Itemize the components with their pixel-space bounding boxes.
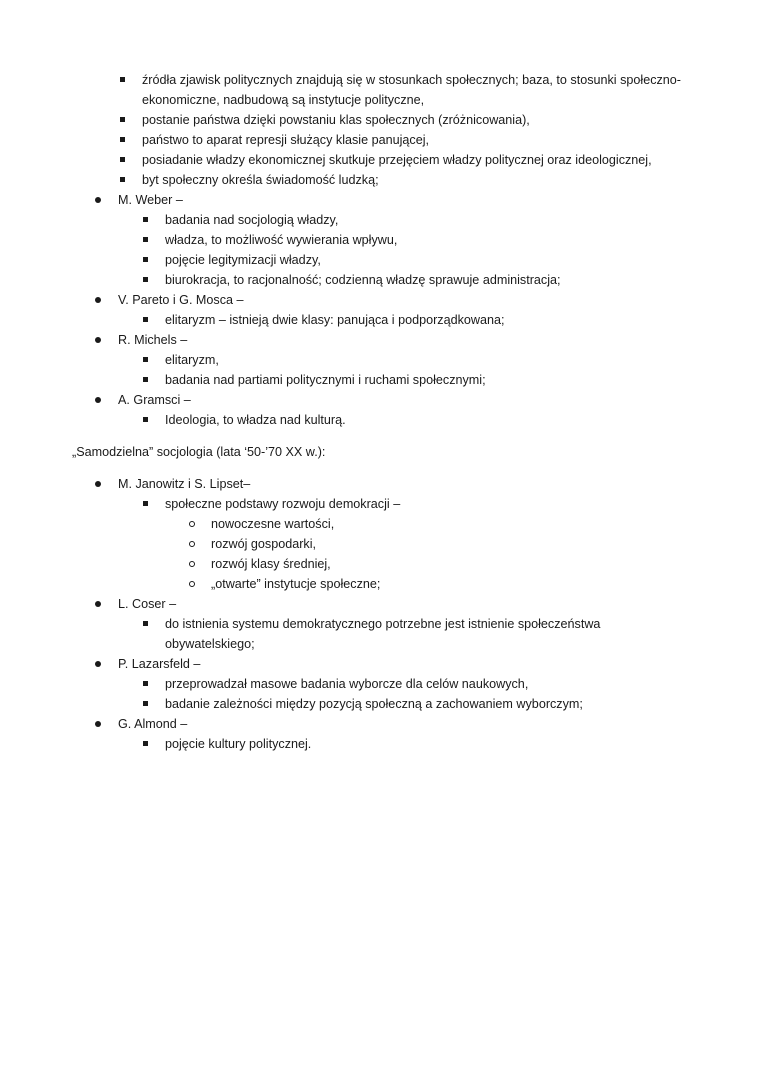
square-bullet-icon: [143, 501, 148, 506]
square-bullet-icon: [143, 257, 148, 262]
square-bullet-icon: [143, 377, 148, 382]
square-bullet-icon: [120, 77, 125, 82]
square-bullet-icon: [143, 277, 148, 282]
list-item: źródła zjawisk politycznych znajdują się w stosunkach społecznych; baza, to stosunki społeczno-: [142, 73, 681, 87]
list-item: badanie zależności między pozycją społeczną a zachowaniem wyborczym;: [165, 697, 583, 711]
list-item-continuation: obywatelskiego;: [165, 637, 255, 651]
round-bullet-icon: [95, 661, 101, 667]
list-item: pojęcie kultury politycznej.: [165, 737, 312, 751]
author-name: M. Weber –: [118, 193, 183, 207]
list-item: elitaryzm – istnieją dwie klasy: panująca i podporządkowana;: [165, 313, 505, 327]
round-bullet-icon: [95, 721, 101, 727]
list-item: społeczne podstawy rozwoju demokracji –: [165, 497, 401, 511]
sub-list-item: nowoczesne wartości,: [211, 517, 335, 531]
square-bullet-icon: [120, 137, 125, 142]
list-item: przeprowadzał masowe badania wyborcze dla celów naukowych,: [165, 677, 529, 691]
round-bullet-icon: [95, 397, 101, 403]
sub-list-item: rozwój klasy średniej,: [211, 557, 331, 571]
hollow-bullet-icon: [189, 561, 195, 567]
square-bullet-icon: [143, 237, 148, 242]
list-item: posiadanie władzy ekonomicznej skutkuje przejęciem władzy politycznej oraz ideologicznej,: [142, 153, 652, 167]
square-bullet-icon: [120, 177, 125, 182]
list-item: do istnienia systemu demokratycznego potrzebne jest istnienie społeczeństwa: [165, 617, 601, 631]
author-name: G. Almond –: [118, 717, 188, 731]
section-heading: „Samodzielna” socjologia (lata ‘50-’70 XX w.):: [72, 445, 326, 459]
list-item-continuation: ekonomiczne, nadbudową są instytucje polityczne,: [142, 93, 425, 107]
list-item: pojęcie legitymizacji władzy,: [165, 253, 321, 267]
square-bullet-icon: [143, 217, 148, 222]
round-bullet-icon: [95, 297, 101, 303]
square-bullet-icon: [120, 117, 125, 122]
author-name: M. Janowitz i S. Lipset–: [118, 477, 251, 491]
square-bullet-icon: [143, 621, 148, 626]
square-bullet-icon: [120, 157, 125, 162]
hollow-bullet-icon: [189, 521, 195, 527]
square-bullet-icon: [143, 741, 148, 746]
round-bullet-icon: [95, 197, 101, 203]
square-bullet-icon: [143, 681, 148, 686]
round-bullet-icon: [95, 337, 101, 343]
author-name: A. Gramsci –: [118, 393, 191, 407]
sub-list-item: rozwój gospodarki,: [211, 537, 316, 551]
list-item: badania nad socjologią władzy,: [165, 213, 339, 227]
square-bullet-icon: [143, 357, 148, 362]
square-bullet-icon: [143, 417, 148, 422]
hollow-bullet-icon: [189, 581, 195, 587]
author-name: P. Lazarsfeld –: [118, 657, 201, 671]
list-item: biurokracja, to racjonalność; codzienną władzę sprawuje administracja;: [165, 273, 561, 287]
round-bullet-icon: [95, 481, 101, 487]
author-name: V. Pareto i G. Mosca –: [118, 293, 244, 307]
hollow-bullet-icon: [189, 541, 195, 547]
list-item: elitaryzm,: [165, 353, 219, 367]
square-bullet-icon: [143, 317, 148, 322]
list-item: władza, to możliwość wywierania wpływu,: [165, 233, 398, 247]
sub-list-item: „otwarte” instytucje społeczne;: [211, 577, 381, 591]
author-name: L. Coser –: [118, 597, 177, 611]
square-bullet-icon: [143, 701, 148, 706]
list-item: państwo to aparat represji służący klasie panującej,: [142, 133, 430, 147]
list-item: postanie państwa dzięki powstaniu klas społecznych (zróżnicowania),: [142, 113, 530, 127]
round-bullet-icon: [95, 601, 101, 607]
list-item: byt społeczny określa świadomość ludzką;: [142, 173, 379, 187]
list-item: badania nad partiami politycznymi i ruchami społecznymi;: [165, 373, 486, 387]
list-item: Ideologia, to władza nad kulturą.: [165, 413, 346, 427]
author-name: R. Michels –: [118, 333, 188, 347]
